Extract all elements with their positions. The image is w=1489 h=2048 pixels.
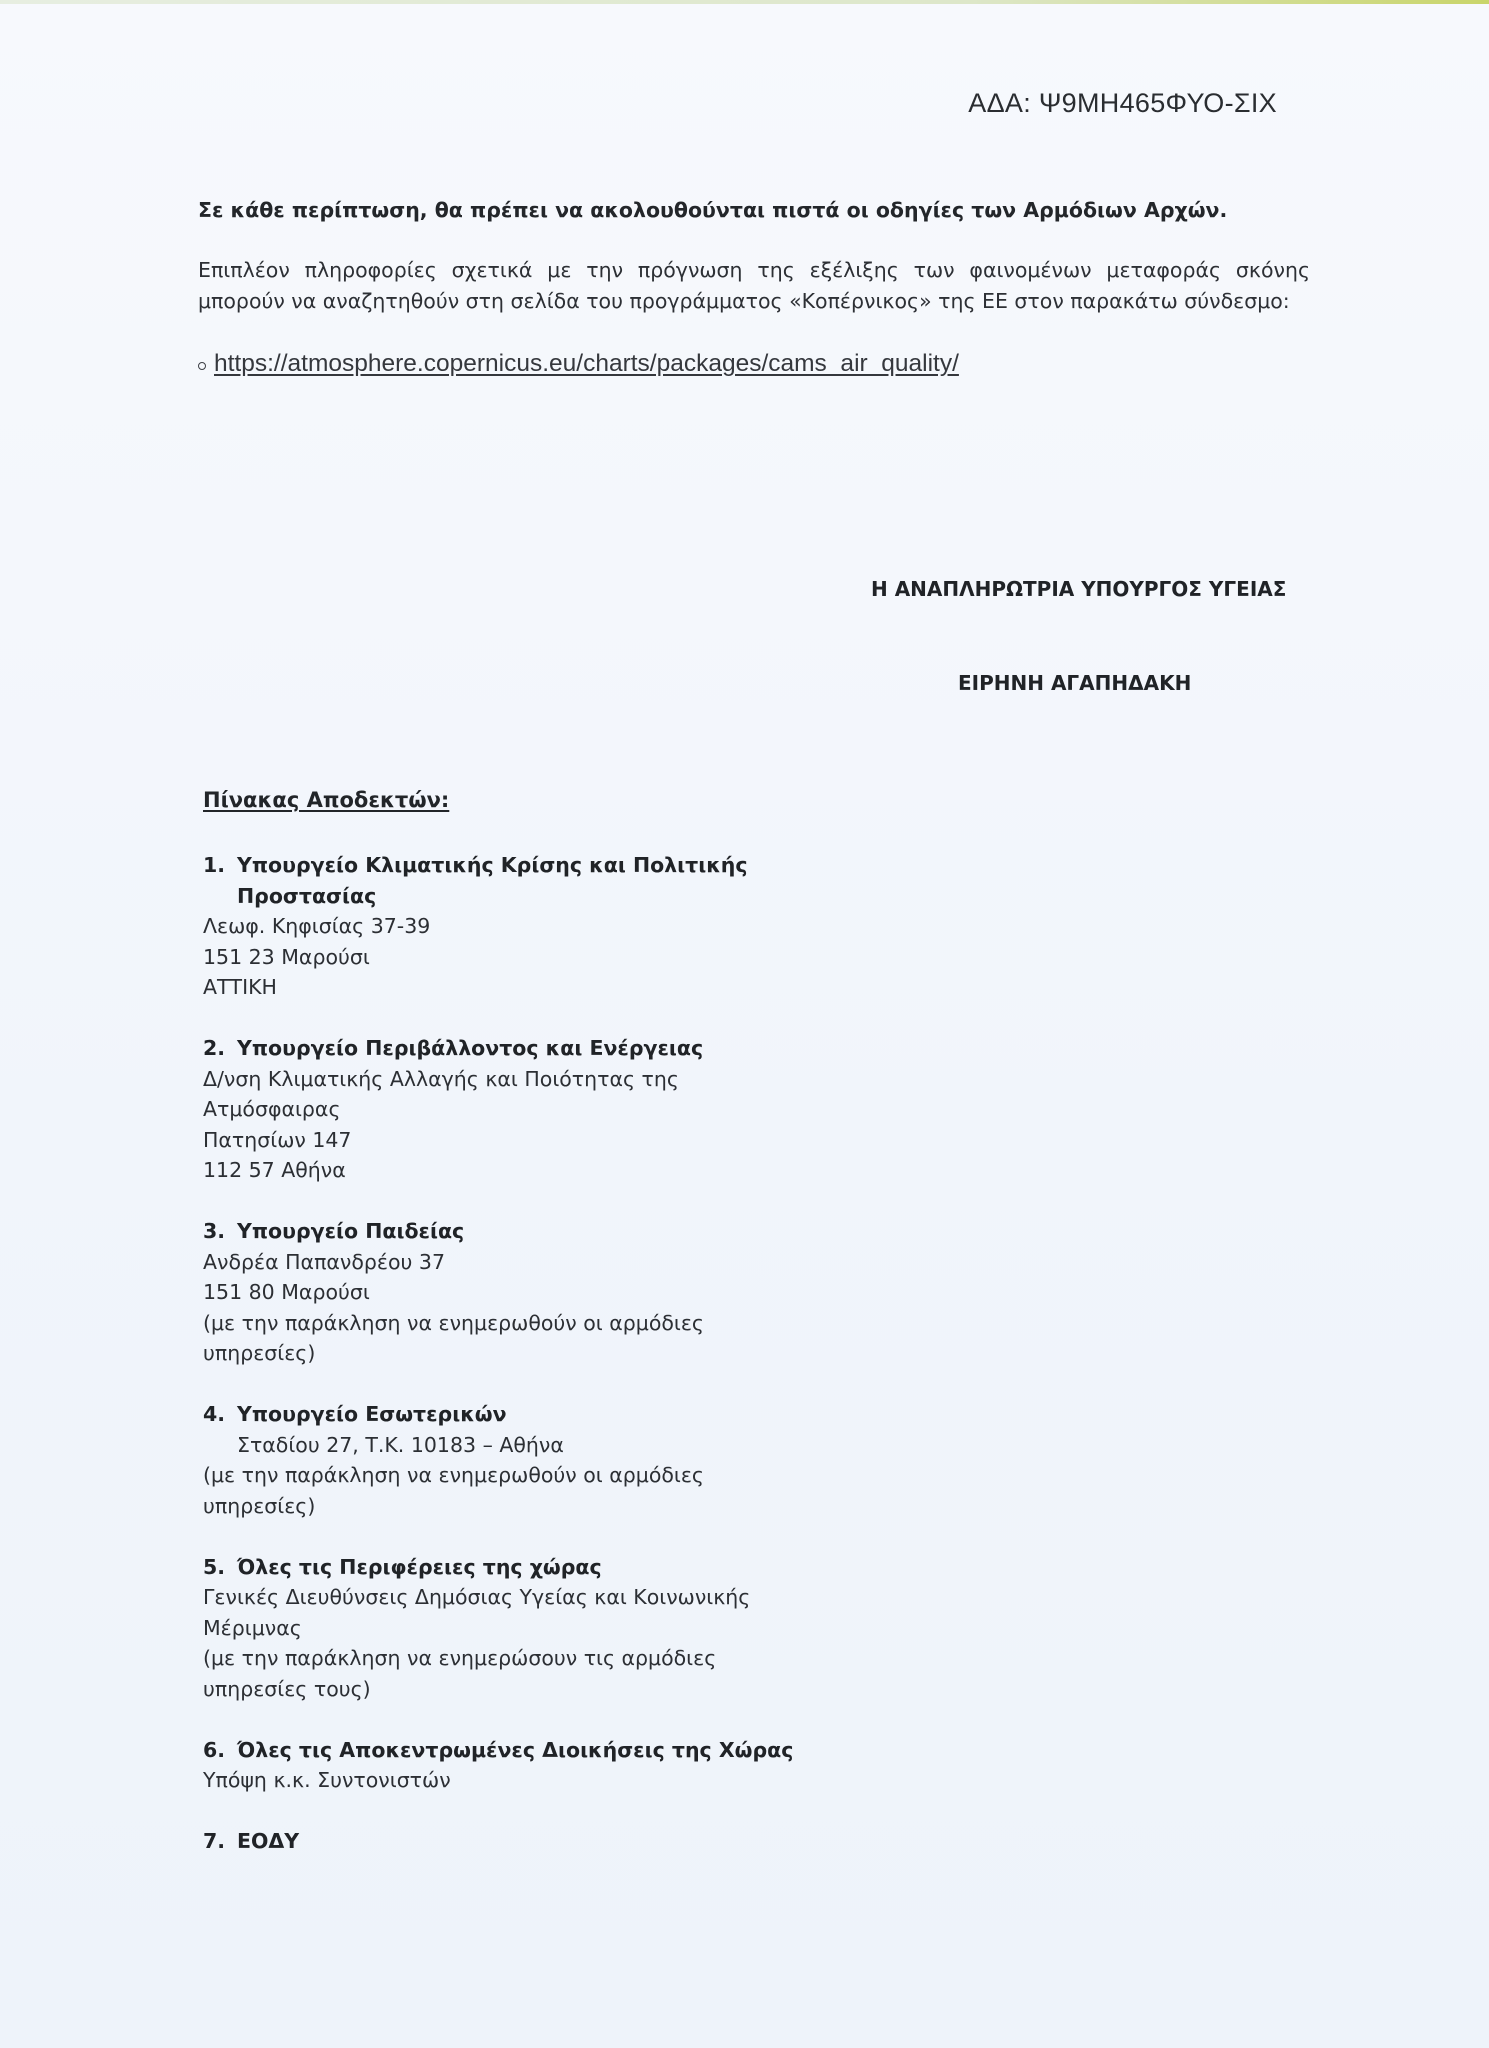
recipient-title-text: ΕΟΔΥ [237,1829,300,1853]
info-paragraph: Επιπλέον πληροφορίες σχετικά με την πρόγνωση της εξέλιξης των φαινομένων μεταφοράς σκόνης μπορούν να αναζητηθούν στη σελίδα του προγράμματος «Κοπέρνικος» της ΕΕ στον παρακάτω σύνδεσμο: [198,258,1310,313]
signature-name: ΕΙΡΗΝΗ ΑΓΑΠΗΔΑΚΗ [958,671,1192,695]
recipient-line: Γενικές Διευθύνσεις Δημόσιας Υγείας και Κοινωνικής Μέριμνας [203,1585,751,1640]
recipient-title [203,1033,803,1064]
recipient-line: Λεωφ. Κηφισίας 37-39 [203,914,431,938]
recipient-line: Υπόψη κ.κ. Συντονιστών [203,1768,451,1792]
recipient-item [203,1216,803,1369]
recipient-number: 4. [203,1402,226,1426]
recipient-line: (με την παράκληση να ενημερωθούν οι αρμόδιες υπηρεσίες) [203,1310,704,1365]
recipient-title-text: Όλες τις Αποκεντρωμένες Διοικήσεις της Χώρας [237,1737,794,1762]
recipient-line: Πατησίων 147 [203,1127,352,1152]
recipient-title-text: Υπουργείο Παιδείας [237,1219,465,1243]
recipient-item [203,1552,803,1705]
instruction-text: Σε κάθε περίπτωση, θα πρέπει να ακολουθούνται πιστά οι οδηγίες των Αρμόδιων Αρχών. [198,198,1228,222]
recipients-heading: Πίνακας Αποδεκτών: [203,788,450,812]
recipient-title [203,1216,803,1247]
recipient-title-text: Υπουργείο Κλιματικής Κρίσης και Πολιτικής Προστασίας [237,853,748,908]
recipient-line: ΑΤΤΙΚΗ [203,975,277,999]
recipient-item [203,1735,803,1796]
recipient-title-text: Υπουργείο Εσωτερικών [237,1402,507,1426]
recipient-item [203,1826,803,1857]
recipient-item [203,850,803,1003]
link-list-item [198,350,959,378]
recipient-title [203,1826,803,1857]
recipient-number: 2. [203,1036,226,1060]
recipient-title-text: Υπουργείο Περιβάλλοντος και Ενέργειας [237,1036,704,1060]
copernicus-link[interactable]: https://atmosphere.copernicus.eu/charts/packages/cams_air_quality/ [214,350,959,377]
recipient-line: 151 80 Μαρούσι [203,1280,370,1304]
recipient-title [203,1399,803,1430]
recipient-title [203,1735,803,1766]
recipient-title [203,1552,803,1583]
bullet-icon [198,362,206,370]
recipient-title-text: Όλες τις Περιφέρειες της χώρας [237,1554,602,1579]
recipients-list [203,850,803,1887]
recipient-line: (με την παράκληση να ενημερωθούν οι αρμόδιες υπηρεσίες) [203,1463,704,1518]
recipient-line: Δ/νση Κλιματικής Αλλαγής και Ποιότητας της Ατμόσφαιρας [203,1066,679,1121]
recipient-number: 3. [203,1219,226,1243]
ada-code: ΑΔΑ: Ψ9ΜΗ465ΦΥΟ-ΣΙΧ [968,88,1277,118]
recipient-number: 1. [203,853,226,877]
recipient-number: 7. [203,1829,226,1853]
recipient-line: 112 57 Αθήνα [203,1158,346,1182]
recipient-item [203,1033,803,1186]
recipient-title [203,850,803,911]
signature-title: Η ΑΝΑΠΛΗΡΩΤΡΙΑ ΥΠΟΥΡΓΟΣ ΥΓΕΙΑΣ [871,577,1287,601]
recipient-item [203,1399,803,1521]
recipient-line: 151 23 Μαρούσι [203,944,370,969]
recipient-number: 6. [203,1737,226,1762]
recipient-line: (με την παράκληση να ενημερώσουν τις αρμόδιες υπηρεσίες τους) [203,1646,717,1701]
recipient-line: Ανδρέα Παπανδρέου 37 [203,1249,446,1274]
recipient-line: Σταδίου 27, Τ.Κ. 10183 – Αθήνα [237,1432,564,1457]
recipient-number: 5. [203,1554,226,1579]
